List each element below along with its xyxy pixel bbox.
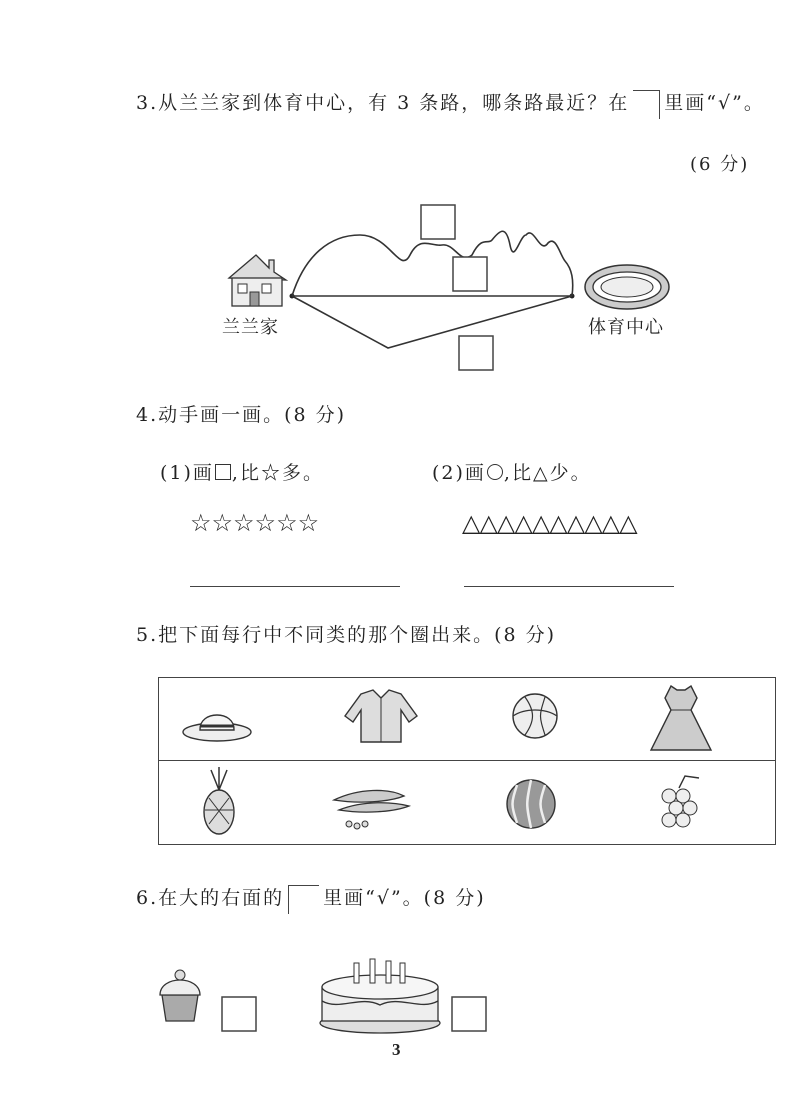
ball-icon[interactable]: [513, 694, 557, 738]
watermelon-icon[interactable]: [507, 780, 555, 828]
stadium-icon: [585, 265, 669, 309]
house-icon: [229, 255, 286, 306]
q4-part2: [432, 458, 592, 485]
q4-part1-prefix: (1)画: [160, 462, 214, 484]
jacket-icon[interactable]: [345, 690, 417, 742]
q6-cake-row: [150, 945, 500, 1035]
dress-icon[interactable]: [651, 686, 711, 750]
q3-text-before: 3.从兰兰家到体育中心，有 3 条路，哪条路最近？在: [136, 92, 630, 114]
q6-text-after: 里画“√”。(8 分): [323, 887, 486, 909]
q4-part1: [160, 458, 324, 485]
q3-route-diagram: [210, 195, 690, 380]
grapes-icon[interactable]: [662, 776, 699, 827]
large-cake-icon[interactable]: [320, 959, 440, 1033]
route-lower: [292, 296, 572, 348]
q4-answer-line-2[interactable]: [464, 586, 674, 587]
q3-answer-box-bottom[interactable]: [459, 336, 493, 370]
home-label: 兰兰家: [222, 317, 279, 338]
pineapple-icon[interactable]: [204, 767, 234, 834]
small-cake-icon[interactable]: [160, 970, 200, 1021]
q3-answer-box-middle[interactable]: [453, 257, 487, 291]
q4-part2-mid: ,比△少。: [503, 462, 592, 484]
q6-text-before: 6.在大的右面的: [136, 887, 285, 909]
center-label: 体育中心: [588, 317, 664, 338]
q4-answer-line-1[interactable]: [190, 586, 400, 587]
circle-icon: [487, 464, 503, 480]
q3-text-after: 里画“√”。: [664, 92, 765, 114]
q4-triangles: △△△△△△△△△△: [462, 509, 637, 537]
q4-part2-prefix: (2)画: [432, 462, 486, 484]
q6-answer-box-left[interactable]: [222, 997, 256, 1031]
q4-part1-mid: ,比☆多。: [231, 462, 324, 484]
q6-answer-box-right[interactable]: [452, 997, 486, 1031]
q3-answer-box-top[interactable]: [421, 205, 455, 239]
route-wavy: [292, 231, 573, 296]
q4-stars: ☆☆☆☆☆☆: [190, 509, 320, 537]
q5-title: 5.把下面每行中不同类的那个圈出来。(8 分): [136, 624, 557, 646]
pea-pods-icon[interactable]: [334, 790, 409, 829]
q3-score: (6 分): [690, 154, 750, 175]
q3-inline-answer-box: [633, 90, 660, 119]
page-number: 3: [392, 1040, 401, 1059]
q5-picture-table: [158, 677, 776, 845]
q6-inline-answer-box: [288, 885, 319, 914]
hat-icon[interactable]: [183, 715, 251, 741]
q4-title: 4.动手画一画。(8 分): [136, 404, 347, 426]
square-icon: [215, 464, 231, 480]
q6-prompt: [136, 883, 486, 914]
q3-prompt: [136, 88, 765, 119]
